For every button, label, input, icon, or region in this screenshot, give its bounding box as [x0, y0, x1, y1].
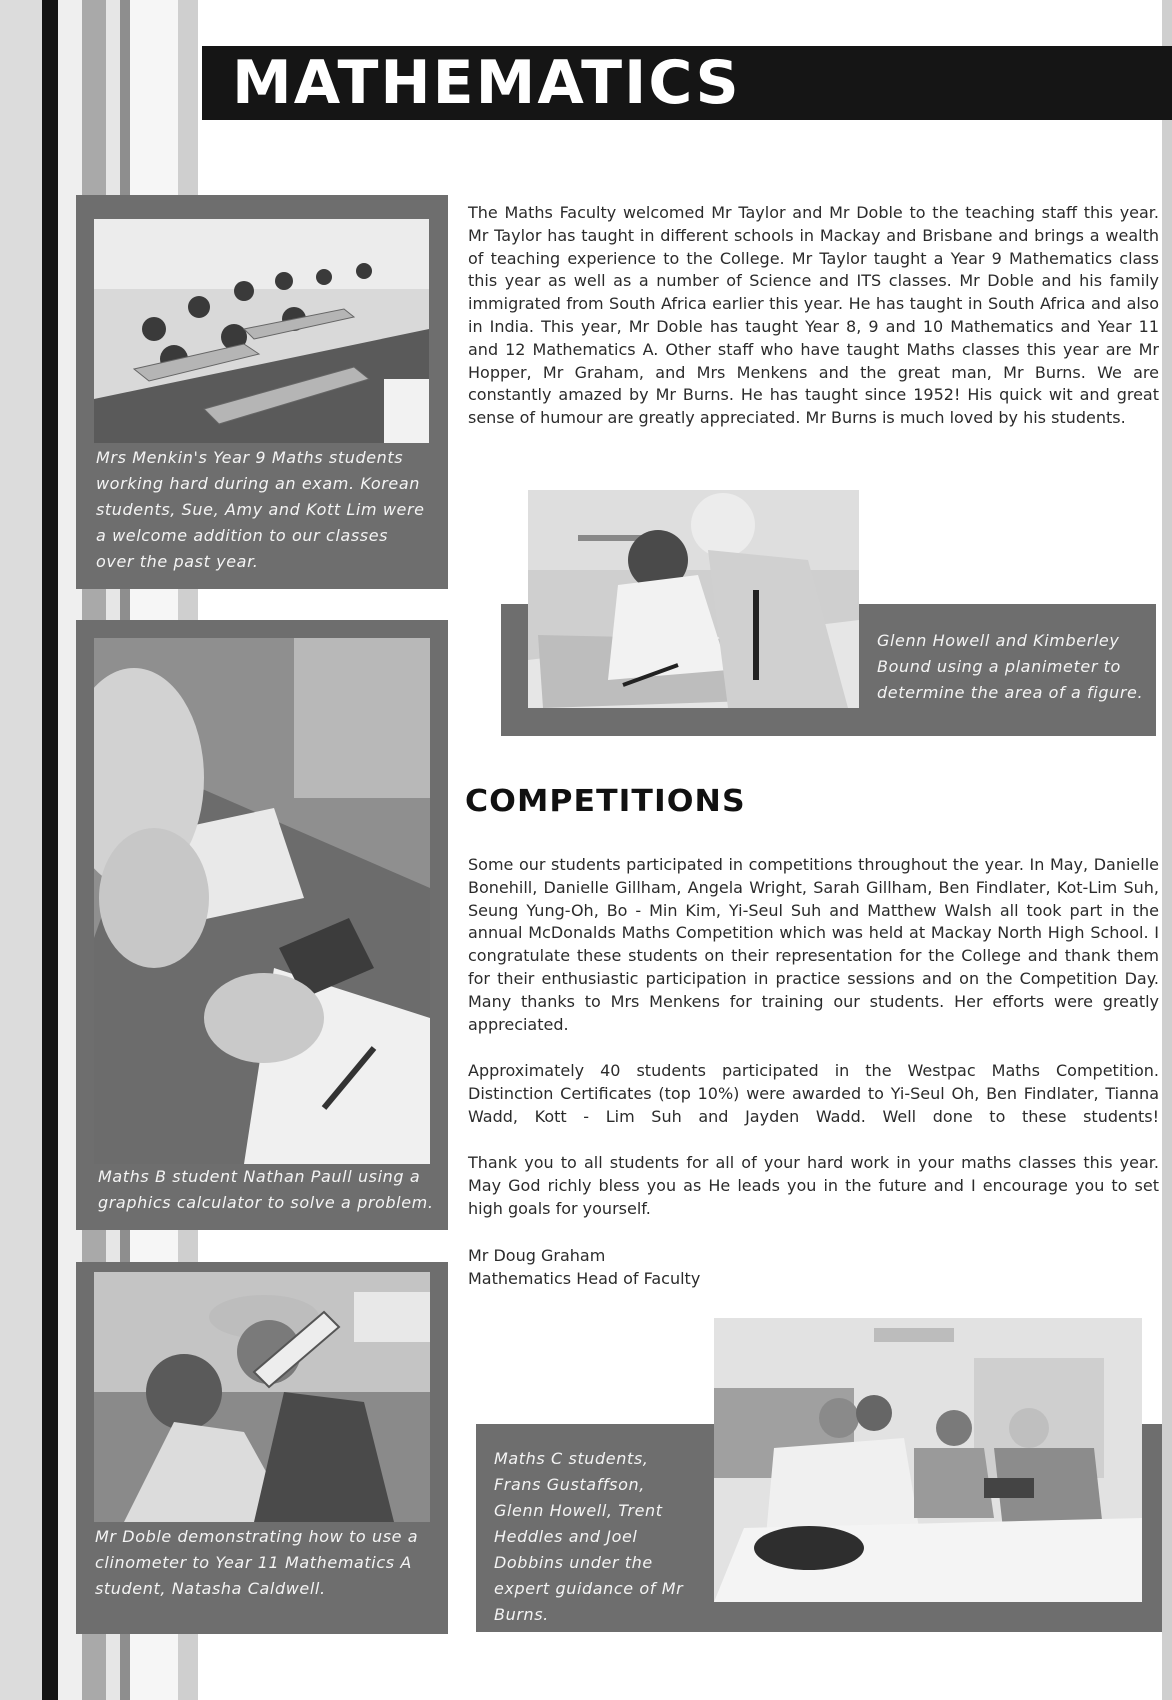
maths-c-photo — [714, 1318, 1142, 1602]
intro-paragraph: The Maths Faculty welcomed Mr Taylor and Mr Doble to the teaching staff this year. Mr Taylor has taught in different schools in Mackay and Brisbane and brings a wealth of teaching experience to the College. Mr Taylor taught a Year 9 Mathematics class this year as well as a number of Science and ITS classes. Mr Doble and his family immigrated from South Africa earlier this year. He has taught in South Africa and also in India. This year, Mr Doble has taught Year 8, 9 and 10 Mathematics and Year 11 and 12 Mathematics A. Other staff who have taught Maths classes this year are Mr Hopper, Mr Graham, and Mrs Menkens and the great man, Mr Burns. We are constantly amazed by Mr Burns. He has taught since 1952! His quick wit and great sense of humour are greatly appreciated. Mr Burns is much loved by his students. — [468, 203, 1159, 428]
competitions-paragraph-2: Approximately 40 students participated in the Westpac Maths Competition. Distinction Certificates (top 10%) were awarded to Yi-Seul Oh, Ben Findlater, Tianna Wadd, Kott - Lim Suh and Jayden Wadd. Well done to these students! — [468, 1061, 1159, 1126]
photo-card-exam — [76, 195, 448, 589]
signature-name: Mr Doug Graham — [468, 1246, 606, 1265]
page-title: MATHEMATICS — [232, 48, 741, 118]
student-calculator-image — [94, 638, 430, 1164]
clinometer-photo — [94, 1272, 430, 1522]
exam-photo — [94, 219, 429, 443]
caption-maths-c: Maths C students, Frans Gustaffson, Glenn Howell, Trent Heddles and Joel Dobbins under the expert guidance of Mr Burns. — [494, 1449, 684, 1624]
signature-title: Mathematics Head of Faculty — [468, 1269, 701, 1288]
maths-c-class-image — [714, 1318, 1142, 1602]
caption-exam: Mrs Menkin's Year 9 Maths students working hard during an exam. Korean students, Sue, Amy and Kott Lim were a welcome addition to our classes over the past year. — [96, 448, 425, 571]
left-stripe-dark — [42, 0, 58, 1700]
caption-planimeter: Glenn Howell and Kimberley Bound using a planimeter to determine the area of a figure. — [877, 631, 1144, 702]
caption-calculator: Maths B student Nathan Paull using a graphics calculator to solve a problem. — [98, 1167, 434, 1212]
competitions-paragraph-3: Thank you to all students for all of your hard work in your maths classes this year. May God richly bless you as He leads you in the future and I encourage you to set high goals for yourself. — [468, 1153, 1159, 1218]
right-edge-shade — [1162, 0, 1172, 1700]
planimeter-photo — [528, 490, 859, 708]
clinometer-image — [94, 1272, 430, 1522]
planimeter-image — [528, 490, 859, 708]
calculator-photo — [94, 638, 430, 1164]
left-stripe-light — [0, 0, 42, 1700]
classroom-exam-image — [94, 219, 429, 443]
photo-card-clinometer — [76, 1262, 448, 1634]
photo-card-calculator — [76, 620, 448, 1230]
competitions-heading: COMPETITIONS — [465, 784, 746, 819]
title-bar — [202, 46, 1172, 120]
caption-clinometer: Mr Doble demonstrating how to use a clinometer to Year 11 Mathematics A student, Natasha Caldwell. — [95, 1527, 419, 1598]
competitions-paragraph-1: Some our students participated in competitions throughout the year. In May, Danielle Bonehill, Danielle Gillham, Angela Wright, Sarah Gillham, Ben Findlater, Kot-Lim Suh, Seung Yung-Oh, Bo - Min Kim, Yi-Seul Suh and Matthew Walsh all took part in the annual McDonalds Maths Competition which was held at Mackay North High School. I congratulate these students on their representation for the College and thank them for their enthusiastic participation in practice sessions and on the Competition Day. Many thanks to Mrs Menkens for training our students. Her efforts were greatly appreciated. — [468, 855, 1159, 1034]
